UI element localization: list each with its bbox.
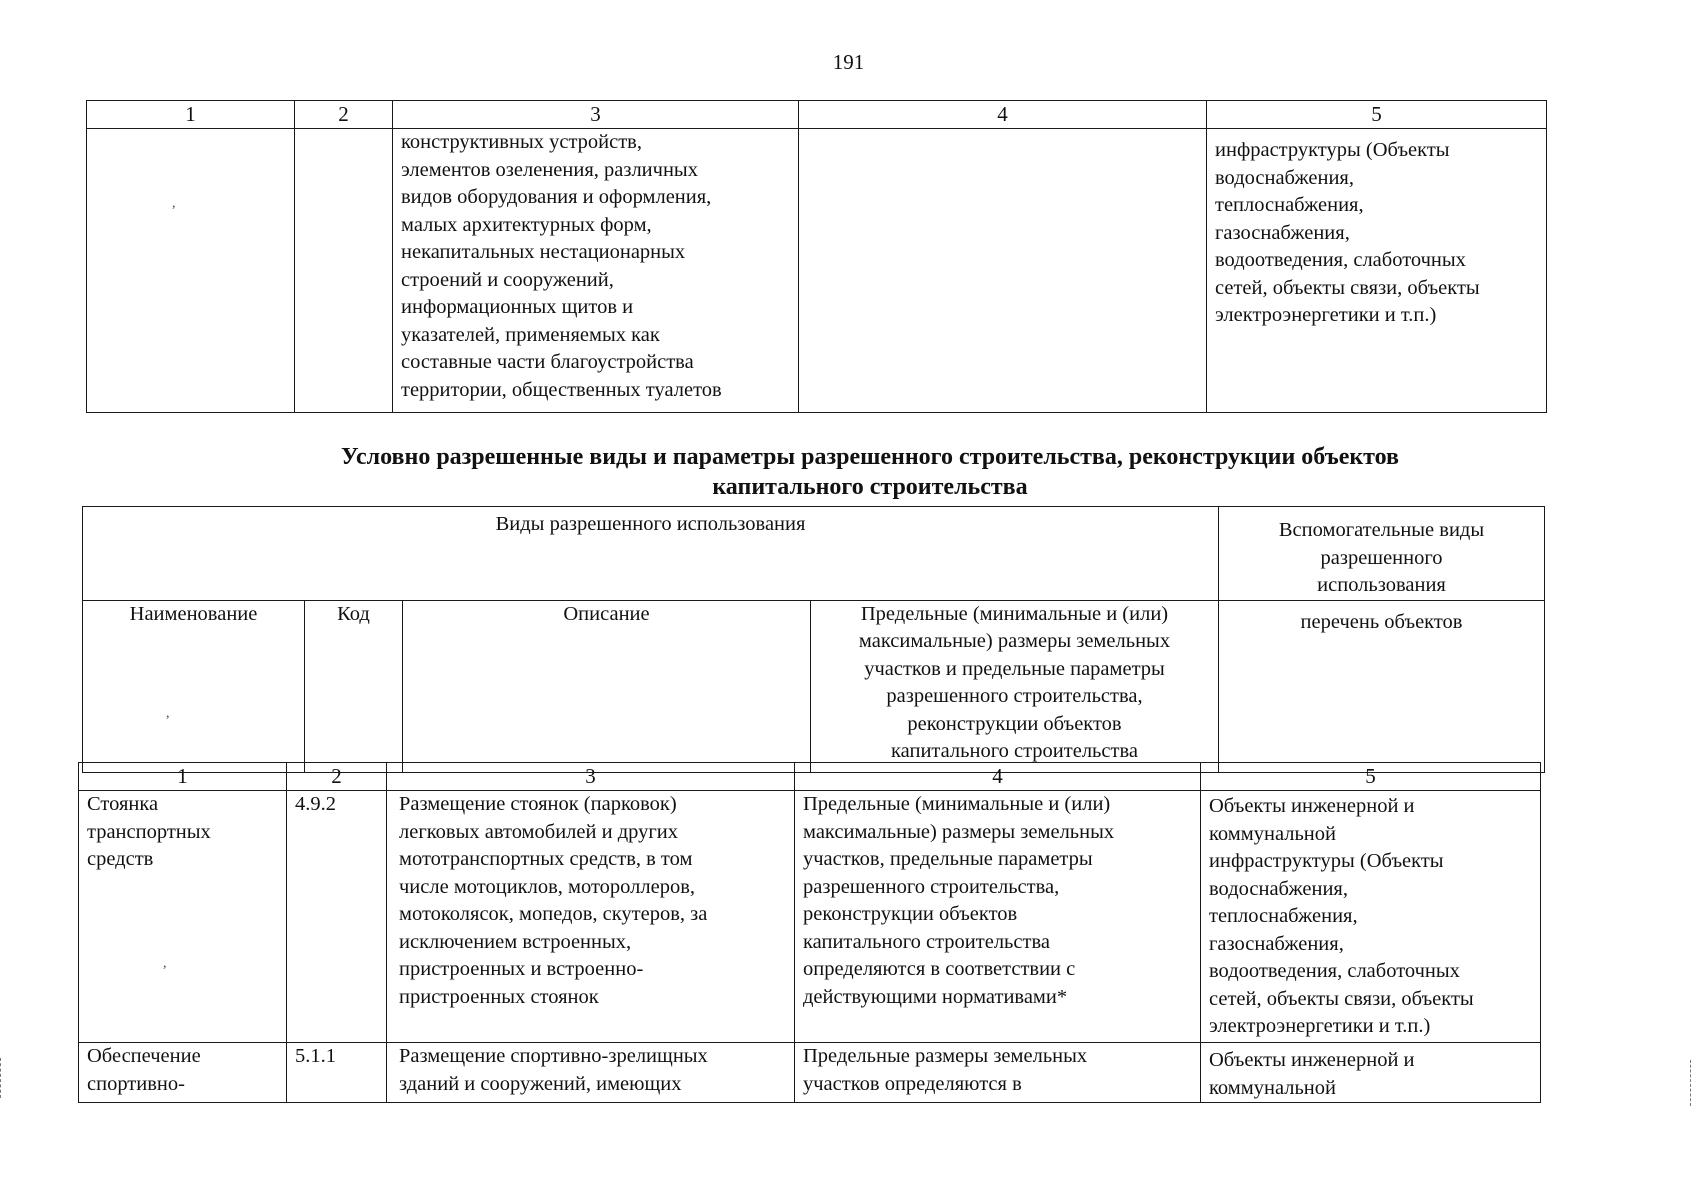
column-header-code: Код [305, 600, 403, 772]
column-number-2: 2 [295, 101, 393, 129]
cell-description: Размещение стоянок (парковок) легковых автомобилей и других мототранспортных средств, в том числе мотоциклов, мотороллеров, мотоколясок, мопедов, скутеров, за исключением встроенных, пристроенных и встроенно- пристроенных стоянок [387, 791, 795, 1043]
continuation-cell-description: конструктивных устройств, элементов озеленения, различных видов оборудования и оформления, малых архитектурных форм, некапитальных нестационарных строений и сооружений, информационных щитов и указателей, применяемых как составные части благоустройства территории, общественных туалетов [393, 129, 799, 413]
cell-name: Обеспечение спортивно- [79, 1043, 287, 1103]
section-title: Условно разрешенные виды и параметры разрешенного строительства, реконструкции объектов капитального строительства [340, 444, 1400, 500]
column-number-3: 3 [393, 101, 799, 129]
cell-objects: Объекты инженерной и коммунальной [1201, 1043, 1541, 1103]
column-header-row [83, 600, 1545, 772]
column-number-4: 4 [799, 101, 1207, 129]
continuation-row [87, 129, 1547, 413]
group-header-permitted-uses: Виды разрешенного использования [83, 507, 1219, 601]
table-row [79, 791, 1541, 1043]
continuation-table [86, 100, 1547, 413]
cell-code: 4.9.2 [287, 791, 387, 1043]
column-header-description: Описание [403, 600, 811, 772]
column-header-name: Наименование [83, 600, 305, 772]
main-table-body [78, 762, 1541, 1103]
column-number-5: 5 [1201, 763, 1541, 791]
continuation-cell-name [87, 129, 295, 413]
scan-speck: , [172, 196, 176, 211]
cell-limits: Предельные размеры земельных участков определяются в [795, 1043, 1201, 1103]
group-header-row [83, 507, 1545, 601]
main-table-header [82, 506, 1545, 773]
continuation-cell-objects: инфраструктуры (Объекты водоснабжения, теплоснабжения, газоснабжения, водоотведения, слаботочных сетей, объекты связи, объекты электроэнергетики и т.п.) [1207, 129, 1547, 413]
page-number: 191 [832, 50, 865, 74]
scan-speck: , [163, 956, 167, 971]
continuation-header-row [87, 101, 1547, 129]
scan-edge-mark [0, 1058, 7, 1098]
column-number-1: 1 [79, 763, 287, 791]
number-row [79, 763, 1541, 791]
continuation-cell-limits [799, 129, 1207, 413]
column-number-1: 1 [87, 101, 295, 129]
group-header-auxiliary-uses: Вспомогательные виды разрешенного использования [1219, 507, 1545, 601]
cell-limits: Предельные (минимальные и (или) максимальные) размеры земельных участков, предельные параметры разрешенного строительства, реконструкции объектов капитального строительства определяются в соответствии с действующими нормативами* [795, 791, 1201, 1043]
cell-objects: Объекты инженерной и коммунальной инфраструктуры (Объекты водоснабжения, теплоснабжения, газоснабжения, водоотведения, слаботочных сетей, объекты связи, объекты электроэнергетики и т.п.) [1201, 791, 1541, 1043]
cell-description: Размещение спортивно-зрелищных зданий и сооружений, имеющих [387, 1043, 795, 1103]
column-number-3: 3 [387, 763, 795, 791]
column-number-5: 5 [1207, 101, 1547, 129]
column-header-objects: перечень объектов [1219, 600, 1545, 772]
cell-code: 5.1.1 [287, 1043, 387, 1103]
scan-edge-mark [1690, 1060, 1697, 1106]
column-number-2: 2 [287, 763, 387, 791]
column-number-4: 4 [795, 763, 1201, 791]
column-header-limits: Предельные (минимальные и (или) максимальные) размеры земельных участков и предельные параметры разрешенного строительства, реконструкции объектов капитального строительства [811, 600, 1219, 772]
table-row [79, 1043, 1541, 1103]
cell-name: Стоянка транспортных средств [79, 791, 287, 1043]
scan-speck: , [166, 706, 170, 721]
continuation-cell-code [295, 129, 393, 413]
